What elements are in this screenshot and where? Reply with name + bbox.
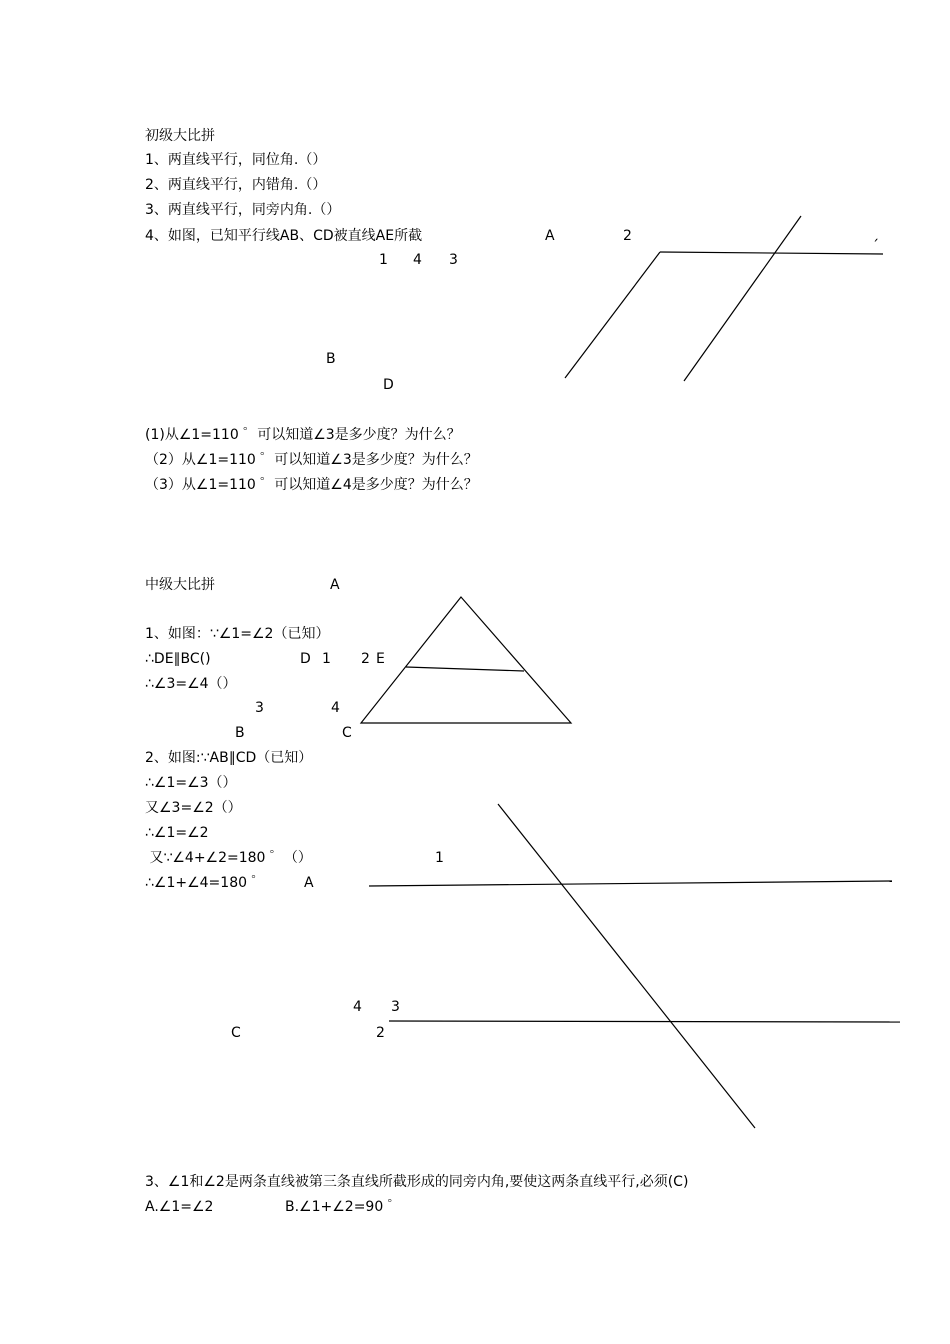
proof1-line2: ∴DE∥BC(): [145, 651, 211, 667]
fig1-label-b: B: [326, 351, 336, 367]
sub-question-1: (1)从∠1=110 ゜可以知道∠3是多少度？为什么？: [145, 427, 461, 443]
fig1-label-a: A: [545, 228, 555, 244]
question-3: 3、两直线平行，同旁内角.（）: [145, 202, 341, 218]
fig3-label-3: 3: [391, 999, 400, 1015]
proof2-line5: 又∵∠4+∠2=180 ゜（）: [145, 850, 312, 866]
sub-question-2: （2）从∠1=110 ゜可以知道∠3是多少度？为什么？: [145, 452, 478, 468]
proof2-line4: ∴∠1=∠2: [145, 825, 209, 841]
tri-label-a: A: [330, 577, 340, 593]
section1-title: 初级大比拼: [145, 128, 215, 144]
tri-label-c: C: [342, 725, 352, 741]
tri-label-e: E: [376, 651, 385, 667]
section2-title: 中级大比拼: [145, 577, 215, 593]
proof2-line3: 又∠3=∠2（）: [145, 800, 242, 816]
tri-label-3: 3: [255, 700, 264, 716]
fig1-line-ab-top: [660, 252, 883, 254]
tri-label-4: 4: [331, 700, 340, 716]
proof2-line1: 2、如图:∵AB∥CD（已知）: [145, 750, 313, 766]
fig3-transversal: [498, 804, 755, 1128]
question-3-choice: 3、∠1和∠2是两条直线被第三条直线所截形成的同旁内角,要使这两条直线平行,必须(C): [145, 1174, 689, 1190]
fig1-label-mark: ˏ: [872, 226, 879, 242]
option-b: B.∠1+∠2=90 ゜: [285, 1199, 402, 1215]
fig3-label-4: 4: [353, 999, 362, 1015]
fig1-label-1: 1: [379, 252, 388, 268]
fig1-line-left: [565, 252, 660, 378]
proof1-line3: ∴∠3=∠4（）: [145, 676, 237, 692]
tri-label-2: 2: [361, 651, 370, 667]
fig1-label-2: 2: [623, 228, 632, 244]
sub-question-3: （3）从∠1=110 ゜可以知道∠4是多少度？为什么？: [145, 477, 478, 493]
question-4: 4、如图，已知平行线AB、CD被直线AE所截: [145, 228, 423, 244]
tri-label-1: 1: [322, 651, 331, 667]
fig1-label-4: 4: [413, 252, 422, 268]
fig1-label-d: D: [383, 377, 394, 393]
tri-label-d: D: [300, 651, 311, 667]
proof1-line1: 1、如图：∵∠1=∠2（已知）: [145, 626, 330, 642]
question-1: 1、两直线平行，同位角.（）: [145, 152, 327, 168]
proof2-line6: ∴∠1+∠4=180 ゜: [145, 875, 266, 891]
fig3-label-1: 1: [435, 850, 444, 866]
fig3-label-2: 2: [376, 1025, 385, 1041]
triangle-abc: [361, 597, 571, 723]
question-2: 2、两直线平行，内错角.（）: [145, 177, 327, 193]
tri-label-b: B: [235, 725, 245, 741]
option-a: A.∠1=∠2: [145, 1199, 214, 1215]
fig1-label-3: 3: [449, 252, 458, 268]
segment-de: [406, 667, 524, 671]
fig1-line-transversal: [684, 216, 801, 381]
fig3-label-a: A: [304, 875, 314, 891]
proof2-line2: ∴∠1=∠3（）: [145, 775, 237, 791]
fig3-line-ab: [369, 881, 892, 886]
fig3-line-cd: [389, 1021, 900, 1022]
fig3-label-c: C: [231, 1025, 241, 1041]
